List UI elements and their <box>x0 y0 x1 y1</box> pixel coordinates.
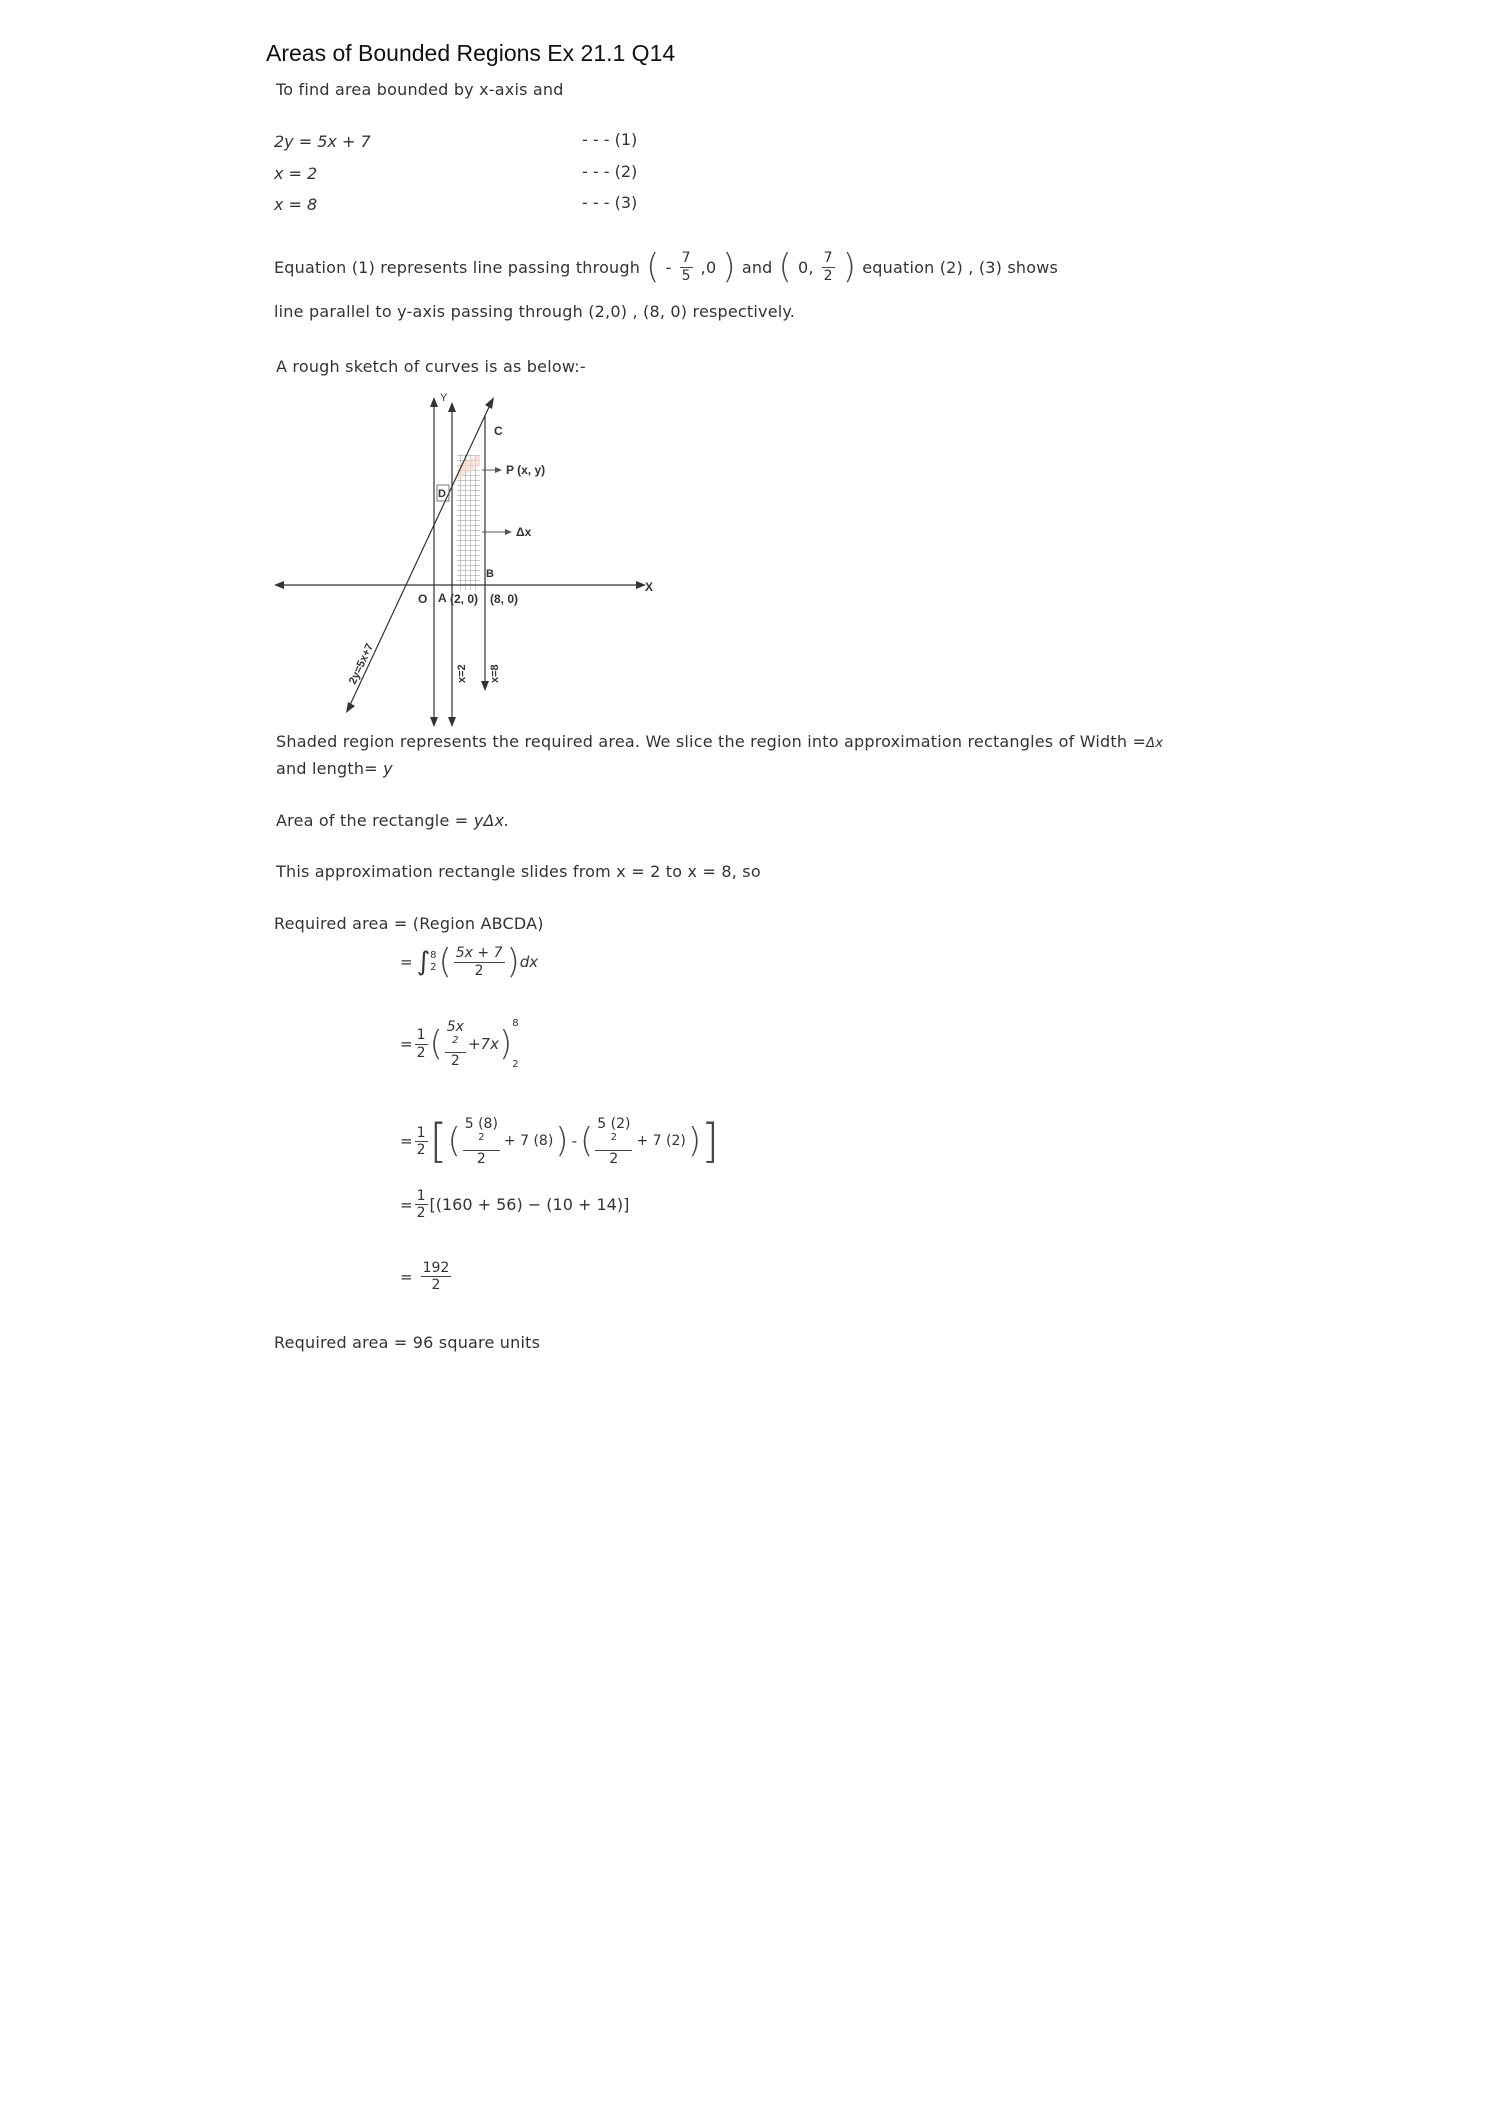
integral-upper: 8 <box>430 950 437 961</box>
step-2-eq: = <box>400 1035 413 1053</box>
dx-pointer-head <box>505 529 512 535</box>
step-3-paren-a-open: ( <box>447 1121 461 1162</box>
equation-2-text: x = 2 <box>274 164 318 183</box>
integral-icon: ∫ <box>416 947 431 977</box>
x-axis-arrow-left <box>274 581 284 589</box>
step-2-num <box>445 1019 466 1054</box>
step-2-fraction <box>445 1019 466 1070</box>
explanation-part-1: Equation (1) represents line passing through <box>274 257 641 277</box>
step-1-den: 2 <box>474 962 484 979</box>
p-label: P (x, y) <box>506 463 546 477</box>
step-2-half <box>415 1027 428 1060</box>
c-label: C <box>494 424 503 438</box>
step-2-limits <box>512 1018 518 1070</box>
step-2-paren-open: ( <box>429 1024 443 1064</box>
page-title: Areas of Bounded Regions Ex 21.1 Q14 <box>266 40 676 66</box>
step-3-a-num-exp: 2 <box>478 1132 485 1144</box>
equation-2 <box>274 164 317 183</box>
point-2-den: 2 <box>823 267 833 284</box>
step-5-num: 192 <box>422 1260 450 1276</box>
equation-3-text: x = 8 <box>274 195 318 214</box>
step-5-den: 2 <box>431 1277 441 1294</box>
step-5 <box>400 1260 453 1293</box>
step-1-paren-close: ) <box>506 942 520 982</box>
x-label: X <box>645 580 654 594</box>
step-2-lower: 2 <box>512 1059 519 1070</box>
equation-1 <box>274 132 371 151</box>
slides-text: This approximation rectangle slides from x = 2 to x = 8, so <box>276 862 761 881</box>
point-2-head: 0, <box>797 257 814 277</box>
step-2-num-base: 5x <box>446 1018 464 1035</box>
step-4 <box>400 1188 629 1221</box>
integral-limits <box>430 950 436 974</box>
step-2-den: 2 <box>450 1053 460 1070</box>
final-answer: Required area = 96 square units <box>274 1333 541 1352</box>
line-x-8-arrow-down <box>481 681 489 691</box>
equation-1-tag: - - - (1) <box>582 130 638 149</box>
step-5-eq: = <box>400 1267 413 1286</box>
step-3-a-fraction <box>463 1116 500 1167</box>
and-word: and <box>741 257 773 277</box>
step-2 <box>400 1018 519 1070</box>
step-1-eq: = <box>400 953 413 971</box>
equation-1-text: 2y = 5x + 7 <box>274 132 371 151</box>
shaded-text-2: and length= <box>276 759 378 778</box>
equation-2-tag: - - - (2) <box>582 162 638 181</box>
step-3-b-num-base: 5 (2) <box>597 1116 631 1132</box>
step-1-fraction <box>454 945 505 978</box>
integral-lower: 2 <box>430 962 437 973</box>
p-pointer-head <box>495 467 502 473</box>
shaded-text-line-1 <box>276 732 1163 751</box>
step-3-b-fraction <box>595 1116 632 1167</box>
step-4-half <box>415 1188 428 1221</box>
step-3-paren-b-close: ) <box>687 1121 702 1162</box>
paren-open-2: ( <box>778 247 792 287</box>
step-4-eq: = <box>400 1195 413 1214</box>
explanation-part-2: equation (2) , (3) shows <box>862 257 1059 277</box>
step-3-b-den: 2 <box>609 1150 619 1167</box>
point-2-fraction <box>822 250 835 283</box>
b-label: B <box>486 568 494 580</box>
step-2-num-exp: 2 <box>452 1034 459 1046</box>
rough-sketch-figure <box>270 385 670 735</box>
slant-line-arrow-down <box>346 702 355 713</box>
explanation-line-1 <box>274 247 1059 287</box>
d-label: D <box>438 488 446 500</box>
step-3-bracket-open: [ <box>429 1114 448 1169</box>
step-3-paren-a-close: ) <box>555 1121 569 1162</box>
slant-line-arrow-up <box>485 397 494 409</box>
o-label: O <box>418 592 428 606</box>
required-area-line <box>274 914 544 933</box>
step-2-upper: 8 <box>512 1018 519 1029</box>
y-axis-arrow-up <box>430 397 438 407</box>
step-3 <box>400 1116 719 1167</box>
a-label: A <box>438 591 447 605</box>
shaded-text-line-2 <box>276 759 393 778</box>
explanation-line-2: line parallel to y-axis passing through (2,0) , (8, 0) respectively. <box>274 302 796 321</box>
step-3-paren-b-open: ( <box>579 1121 594 1162</box>
step-3-a-num <box>463 1116 500 1151</box>
point-1-fraction <box>680 250 693 283</box>
paren-close-2: ) <box>842 247 857 287</box>
step-2-tail: +7x <box>467 1035 499 1053</box>
rect-area-line <box>276 811 509 830</box>
step-4-half-den: 2 <box>416 1205 426 1222</box>
step-2-half-den: 2 <box>416 1044 426 1061</box>
y-axis-arrow-down <box>430 717 438 727</box>
a-coord-label: (2, 0) <box>450 592 479 606</box>
rect-area-label: Area of the rectangle = <box>276 811 469 830</box>
shaded-length: y <box>383 759 393 778</box>
step-3-half <box>415 1125 428 1158</box>
step-3-bracket-close: ] <box>701 1114 720 1169</box>
line-x-2-arrow-down <box>448 717 456 727</box>
point-1-den: 5 <box>681 267 691 284</box>
point-2-num: 7 <box>823 250 833 267</box>
intro-text: To find area bounded by x-axis and <box>276 80 564 99</box>
step-3-half-den: 2 <box>416 1141 426 1158</box>
step-1-paren-open: ( <box>438 942 452 982</box>
step-2-half-num: 1 <box>416 1027 426 1044</box>
step-4-half-num: 1 <box>416 1188 426 1204</box>
rect-area-value: yΔx. <box>473 811 510 830</box>
step-3-a-den: 2 <box>476 1150 486 1167</box>
shaded-text-1: Shaded region represents the required area. We slice the region into approximation rectangles of Width = <box>276 732 1147 751</box>
y-label: Y <box>440 392 448 404</box>
step-2-paren-close: ) <box>498 1024 513 1064</box>
step-3-b-num-exp: 2 <box>610 1132 618 1144</box>
step-4-body: [(160 + 56) − (10 + 14)] <box>429 1195 630 1215</box>
point-1-num: 7 <box>681 250 691 267</box>
slant-line-label: 2y=5x+7 <box>346 641 377 687</box>
step-3-b-num <box>595 1116 632 1151</box>
step-1 <box>400 942 539 982</box>
step-3-half-num: 1 <box>416 1124 426 1141</box>
step-3-minus: - <box>571 1132 577 1151</box>
step-3-eq: = <box>400 1132 413 1151</box>
point-1-tail: ,0 <box>700 257 717 277</box>
region-label: (Region ABCDA) <box>412 914 544 933</box>
point-1-sign: - <box>665 257 672 277</box>
step-1-dx: dx <box>519 953 539 971</box>
equation-3-tag: - - - (3) <box>582 193 638 212</box>
x-2-label: x=2 <box>456 664 468 683</box>
step-3-b-tail: + 7 (2) <box>636 1133 686 1150</box>
step-5-fraction <box>421 1260 452 1293</box>
step-3-a-tail: + 7 (8) <box>503 1133 554 1150</box>
step-1-num: 5x + 7 <box>455 945 503 962</box>
x-8-label: x=8 <box>489 664 501 683</box>
required-label: Required area = <box>274 914 408 933</box>
b-coord-label: (8, 0) <box>490 592 519 606</box>
shaded-width: Δx <box>1146 736 1164 751</box>
equation-3 <box>274 195 317 214</box>
step-3-a-num-base: 5 (8) <box>464 1116 498 1132</box>
paren-close: ) <box>722 247 736 287</box>
line-x-2-arrow-up <box>448 402 456 412</box>
paren-open: ( <box>646 247 660 287</box>
sketch-caption: A rough sketch of curves is as below:- <box>276 357 586 376</box>
dx-label: Δx <box>516 525 532 539</box>
